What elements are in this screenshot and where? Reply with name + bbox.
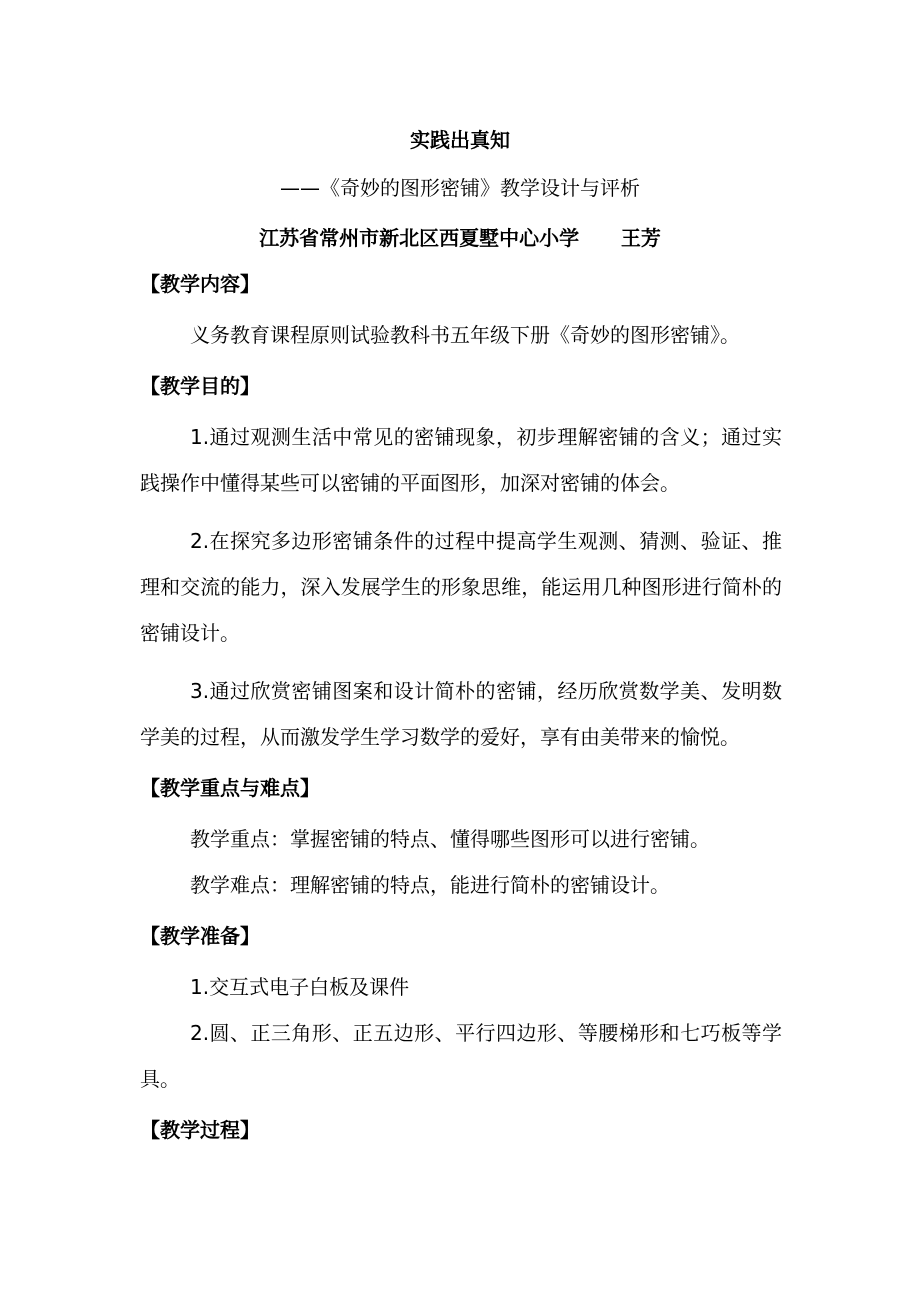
goal-paragraph-3: 3.通过欣赏密铺图案和设计简朴的密铺，经历欣赏数学美、发明数学美的过程，从而激发学生学习数学的爱好，享有由美带来的愉悦。 [140, 679, 782, 749]
preparation-item-1: 1.交互式电子白板及课件 [190, 975, 410, 999]
goal-paragraph-2: 2.在探究多边形密铺条件的过程中提高学生观测、猜测、验证、推理和交流的能力，深入发展学生的形象思维，能运用几种图形进行简朴的密铺设计。 [140, 529, 782, 645]
document-subtitle: ——《奇妙的图形密铺》教学设计与评析 [280, 176, 640, 200]
document-title: 实践出真知 [410, 128, 510, 152]
difficulty-paragraph: 教学难点：理解密铺的特点，能进行简朴的密铺设计。 [190, 873, 670, 897]
key-point-paragraph: 教学重点：掌握密铺的特点、懂得哪些图形可以进行密铺。 [190, 827, 710, 851]
section-heading-preparation: 【教学准备】 [140, 924, 260, 948]
section-heading-key-points: 【教学重点与难点】 [140, 776, 320, 800]
goal-paragraph-1: 1.通过观测生活中常见的密铺现象，初步理解密铺的含义；通过实践操作中懂得某些可以密铺的平面图形，加深对密铺的体会。 [140, 425, 782, 495]
preparation-item-2: 2.圆、正三角形、正五边形、平行四边形、等腰梯形和七巧板等学具。 [140, 1021, 782, 1091]
document-body [140, 268, 782, 1146]
document-author: 江苏省常州市新北区西夏墅中心小学 王芳 [259, 226, 661, 250]
section-heading-goals: 【教学目的】 [140, 374, 260, 398]
section-heading-content: 【教学内容】 [140, 272, 260, 296]
content-paragraph: 义务教育课程原则试验教科书五年级下册《奇妙的图形密铺》。 [190, 323, 740, 347]
section-heading-process: 【教学过程】 [140, 1118, 260, 1142]
